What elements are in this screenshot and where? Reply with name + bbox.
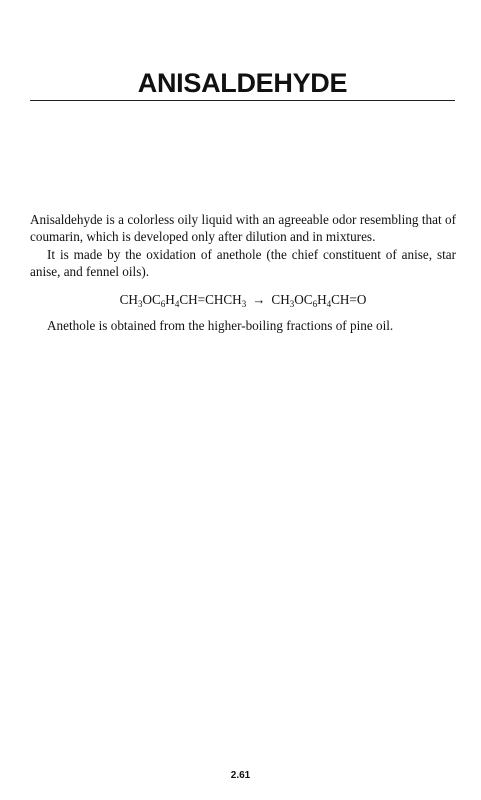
page-number: 2.61	[230, 770, 251, 781]
product-subscript: 4	[326, 299, 332, 309]
reactant-subscript: 6	[160, 299, 166, 309]
equation-product	[271, 292, 366, 307]
product-part: CH=O	[331, 292, 367, 307]
reactant-part: CH	[119, 292, 138, 307]
reaction-arrow-icon: →	[252, 292, 266, 307]
equation-reactant	[120, 292, 247, 307]
reactant-subscript: 3	[137, 299, 143, 309]
product-part: H	[317, 292, 327, 307]
reactant-subscript: 3	[241, 299, 247, 309]
paragraph-preparation: It is made by the oxidation of anethole (the chief constituent of anise, star anise, and fennel oils).	[30, 246, 456, 280]
reactant-part: OC	[142, 292, 161, 307]
product-part: OC	[294, 292, 313, 307]
reactant-subscript: 4	[174, 299, 180, 309]
product-subscript: 6	[312, 299, 318, 309]
product-part: CH	[271, 292, 290, 307]
title-rule	[30, 100, 455, 101]
page-title: ANISALDEHYDE	[137, 68, 348, 98]
reactant-part: CH=CHCH	[179, 292, 242, 307]
product-subscript: 3	[289, 299, 295, 309]
paragraph-source: Anethole is obtained from the higher-boiling fractions of pine oil.	[47, 318, 394, 333]
chemical-equation	[30, 291, 456, 308]
reactant-part: H	[165, 292, 175, 307]
paragraph-description: Anisaldehyde is a colorless oily liquid with an agreeable odor resembling that of coumarin, which is developed only after dilution and in mixtures.	[30, 212, 456, 245]
body-text	[30, 211, 456, 281]
